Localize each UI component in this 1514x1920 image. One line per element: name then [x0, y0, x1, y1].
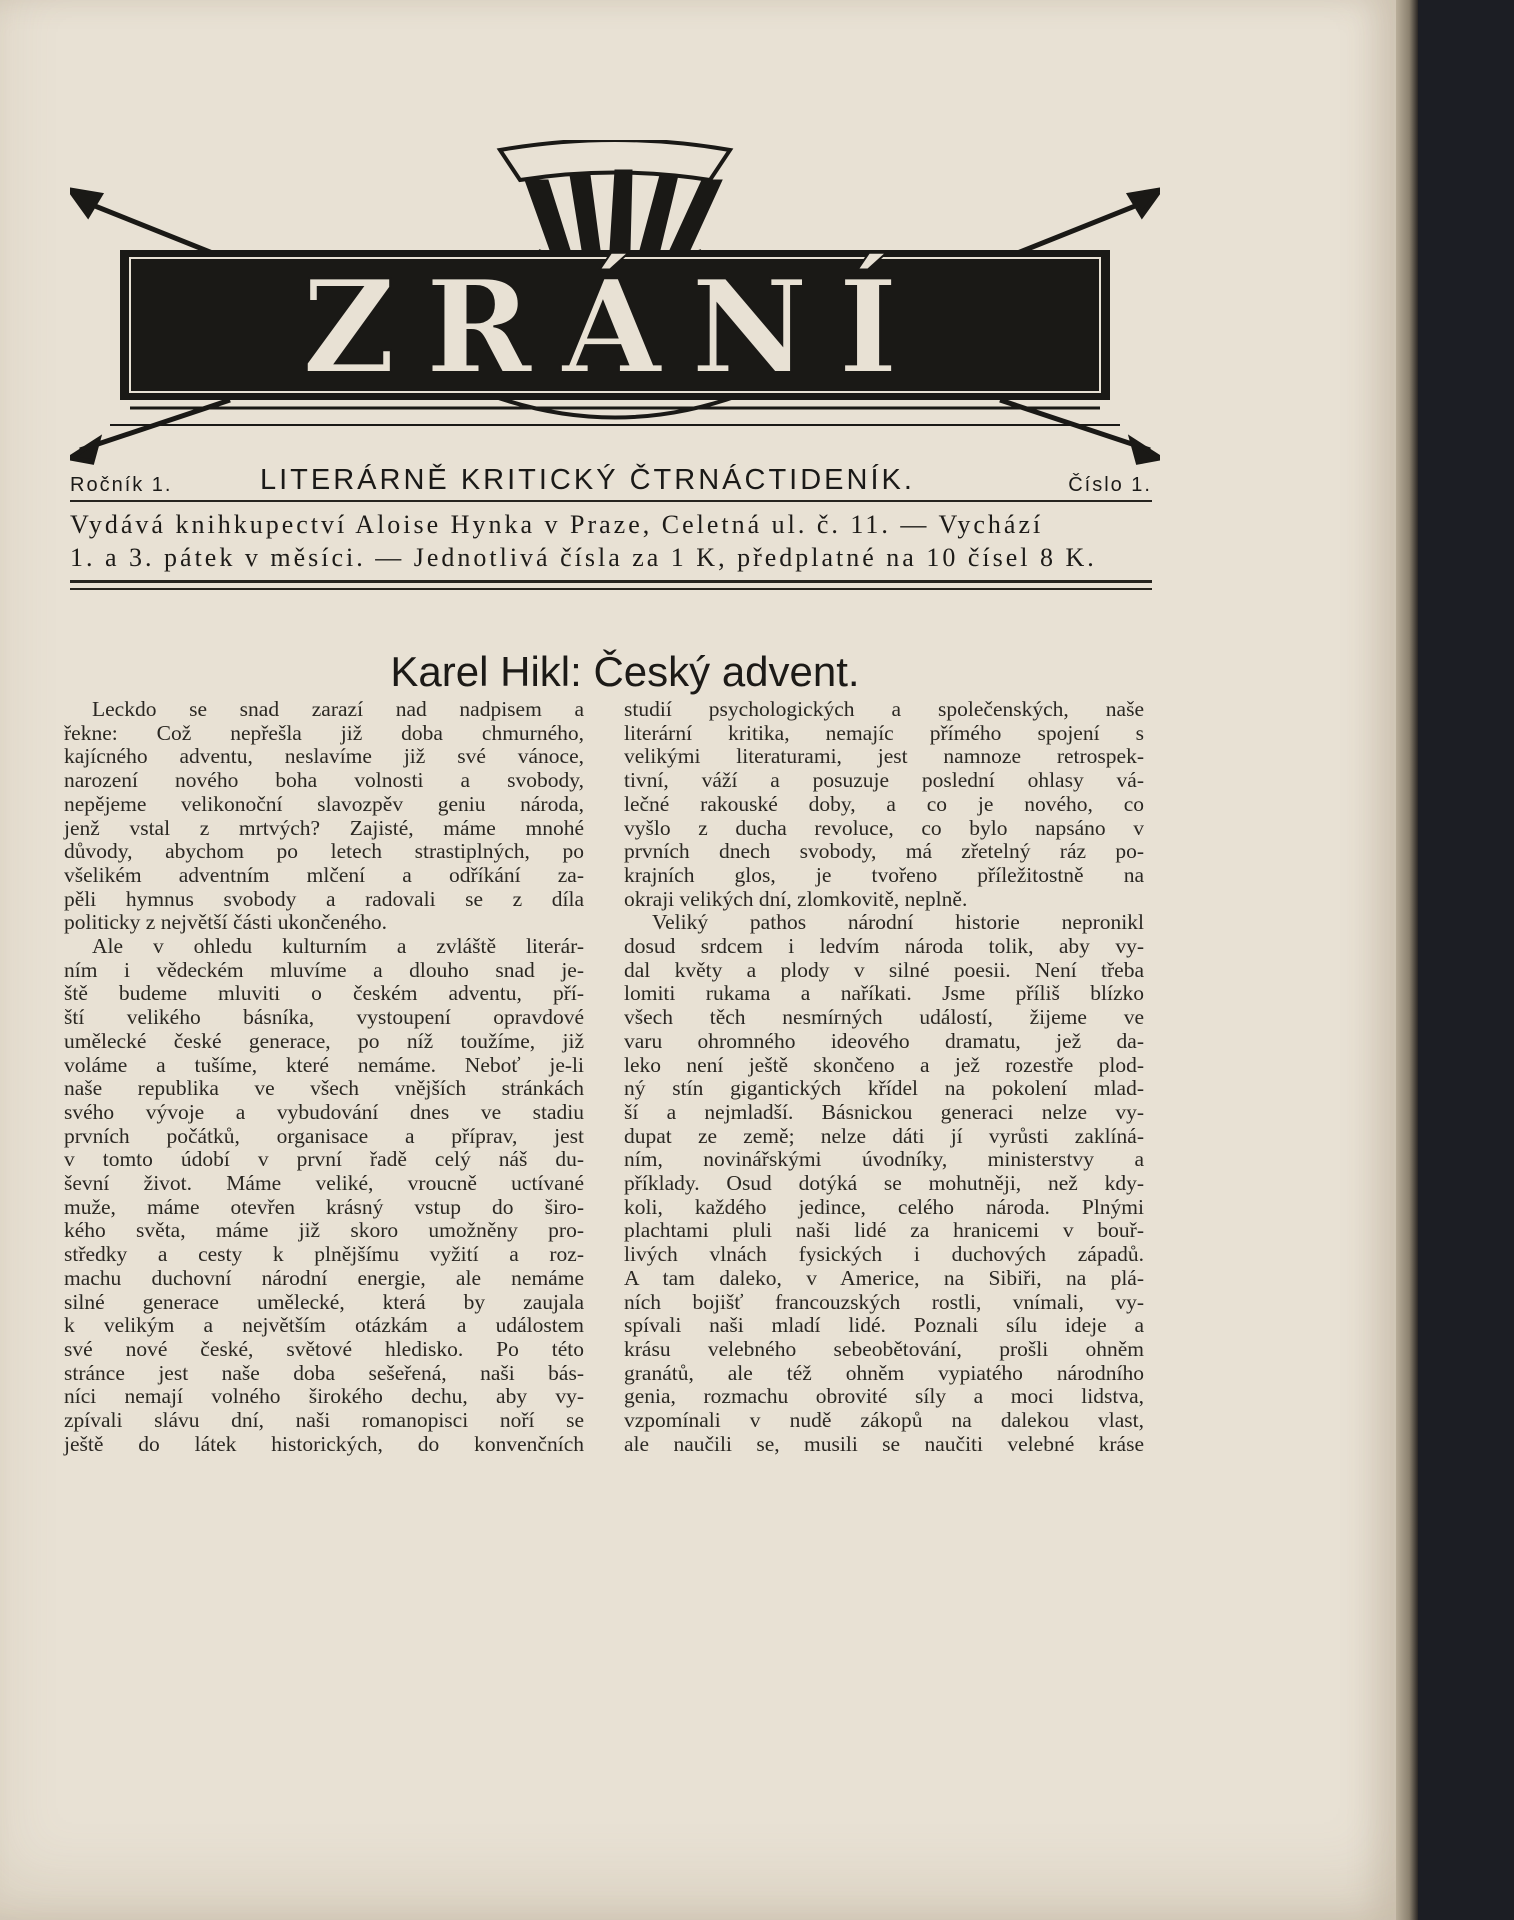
text-line: Leckdo se snad zarazí nad nadpisem a: [92, 697, 584, 721]
text-line: lomiti rukama a naříkati. Jsme příliš blízko: [624, 981, 1144, 1006]
text-line: v tomto údobí v první řadě celý náš du-: [64, 1147, 584, 1172]
text-line: okraji velikých dní, zlomkovitě, neplně.: [624, 886, 968, 911]
article-column-left: [64, 698, 584, 1457]
text-line: studií psychologických a společenských, naše: [624, 697, 1144, 721]
text-line: naše republika ve všech vnějších stránkách: [64, 1076, 584, 1101]
publisher-line-2: 1. a 3. pátek v měsíci. — Jednotlivá čísla za 1 K, předplatné na 10 čísel 8 K.: [70, 543, 1097, 572]
text-line: ší a nejmladší. Básnickou generaci nelze vy-: [624, 1099, 1144, 1124]
text-line: pěli hymnus svobody a radovali se z díla: [64, 886, 584, 911]
text-line: koli, každého jedince, celého národa. Plnými: [624, 1194, 1144, 1219]
article-title: Karel Hikl: Český advent.: [390, 648, 860, 695]
publisher-divider-bottom: [70, 588, 1152, 590]
publisher-info: [70, 508, 1152, 574]
text-line: ních bojišť francouzských rostli, vnímali, vy-: [624, 1289, 1144, 1314]
text-line: dosud srdcem i ledvím národa tolik, aby vy-: [624, 934, 1144, 959]
text-line: všelikém adventním mlčení a odříkání za-: [64, 862, 584, 887]
text-line: řekne: Což nepřešla již doba chmurného,: [64, 720, 584, 745]
text-line: ševní život. Máme veliké, vroucně uctívané: [64, 1171, 584, 1196]
article-column-right: [624, 698, 1144, 1457]
text-line: voláme a tušíme, které nemáme. Neboť je-li: [64, 1052, 584, 1077]
journal-subtitle: LITERÁRNĚ KRITICKÝ ČTRNÁCTIDENÍK.: [260, 464, 915, 496]
text-line: středky a cesty k plnějšímu vyžití a roz-: [64, 1242, 584, 1267]
text-line: ný stín gigantických křídel na pokolení mlad-: [624, 1076, 1144, 1101]
text-line: spívali naši mladí lidé. Poznali sílu ideje a: [624, 1313, 1144, 1338]
text-line: prvních dnech svobody, má zřetelný ráz po-: [624, 839, 1144, 864]
text-line: vzpomínali v nudě zákopů na dalekou vlast,: [624, 1408, 1144, 1433]
text-line: stránce jest naše doba sešeřená, naši bás-: [64, 1360, 584, 1385]
text-line: Ale v ohledu kulturním a zvláště literár-: [92, 934, 584, 959]
text-line: prvních počátků, organisace a příprav, jest: [64, 1123, 584, 1148]
text-line: leko není ještě skončeno a jež rozestře plod-: [624, 1052, 1144, 1077]
text-line: politicky z největší části ukončeného.: [64, 910, 388, 935]
volume-label: Ročník 1.: [70, 474, 173, 496]
text-line: muže, máme otevřen krásný vstup do širo-: [64, 1194, 584, 1219]
header-divider: [70, 500, 1152, 502]
text-line: lečné rakouské doby, a co je nového, co: [624, 791, 1144, 816]
text-line: genia, rozmachu obrovité síly a moci lidstva,: [624, 1384, 1144, 1409]
text-line: zpívali slávu dní, naši romanopisci noří se: [64, 1408, 584, 1433]
issue-line: [70, 464, 1152, 500]
text-line: k velikým a největším otázkám a událostem: [64, 1313, 584, 1338]
publisher-divider-top: [70, 580, 1152, 583]
text-line: krásu velebného sebeobětování, prošli ohněm: [624, 1336, 1144, 1361]
text-line: jenž vstal z mrtvých? Zajisté, máme mnohé: [64, 815, 584, 840]
text-line: ním i vědeckém mluvíme a dlouho snad je-: [64, 957, 584, 982]
publisher-line-1: Vydává knihkupectví Aloise Hynka v Praze, Celetná ul. č. 11. — Vychází: [70, 510, 1044, 539]
text-line: kajícného adventu, neslavíme již své vánoce,: [64, 744, 584, 769]
page-edge: [1396, 0, 1418, 1920]
text-line: ním, novinářskými úvodníky, ministerstvy a: [624, 1147, 1144, 1172]
text-line: kého světa, máme již skoro umožněny pro-: [64, 1218, 584, 1243]
text-line: umělecké české generace, po níž toužíme, již: [64, 1028, 584, 1053]
text-line: příklady. Osud dotýká se mohutněji, než kdy-: [624, 1171, 1144, 1196]
text-line: plachtami pluli naši lidé za hranicemi v bouř-: [624, 1218, 1144, 1243]
text-line: všech těch nesmírných událostí, žijeme ve: [624, 1005, 1144, 1030]
text-line: důvody, abychom po letech strastiplných, po: [64, 839, 584, 864]
text-line: granátů, ale též ohněm vypiatého národního: [624, 1360, 1144, 1385]
text-line: svého vývoje a vybudování dnes ve stadiu: [64, 1099, 584, 1124]
text-line: Veliký pathos národní historie nepronikl: [652, 910, 1144, 935]
text-line: ště budeme mluviti o českém adventu, pří-: [64, 981, 584, 1006]
text-line: A tam daleko, v Americe, na Sibiři, na plá-: [624, 1265, 1144, 1290]
text-line: krajních glos, je tvořeno příležitostně na: [624, 862, 1144, 887]
text-line: níci nemají volného širokého dechu, aby vy-: [64, 1384, 584, 1409]
text-line: dupat ze země; nelze dáti jí vyrůsti zaklíná-: [624, 1123, 1144, 1148]
text-line: varu ohromného ideového dramatu, jež da-: [624, 1028, 1144, 1053]
svg-text:ZRÁNÍ: ZRÁNÍ: [302, 253, 928, 403]
text-line: velikými literaturami, jest namnoze retrospek-: [624, 744, 1144, 769]
issue-number: Číslo 1.: [1068, 474, 1152, 496]
book-binding: [1418, 0, 1514, 1920]
text-line: ští velikého básníka, vystoupení opravdové: [64, 1005, 584, 1030]
text-line: machu duchovní národní energie, ale nemáme: [64, 1265, 584, 1290]
text-line: tivní, váží a posuzuje poslední ohlasy vá-: [624, 768, 1144, 793]
text-line: livých vlnách fysických i duchových západů.: [624, 1242, 1144, 1267]
text-line: své nové české, světové hledisko. Po této: [64, 1336, 584, 1361]
text-line: ale naučili se, musili se naučiti velebné kráse: [624, 1431, 1144, 1456]
text-line: vyšlo z ducha revoluce, co bylo napsáno v: [624, 815, 1144, 840]
text-line: narození nového boha volnosti a svobody,: [64, 768, 584, 793]
masthead-logo: [70, 140, 1160, 470]
text-line: nepějeme velikonoční slavozpěv geniu národa,: [64, 791, 584, 816]
text-line: dal květy a plody v silné poesii. Není třeba: [624, 957, 1144, 982]
text-line: ještě do látek historických, do konvenčních: [64, 1431, 584, 1456]
text-line: literární kritika, nemajíc přímého spojení s: [624, 720, 1144, 745]
text-line: silné generace umělecké, která by zaujala: [64, 1289, 584, 1314]
